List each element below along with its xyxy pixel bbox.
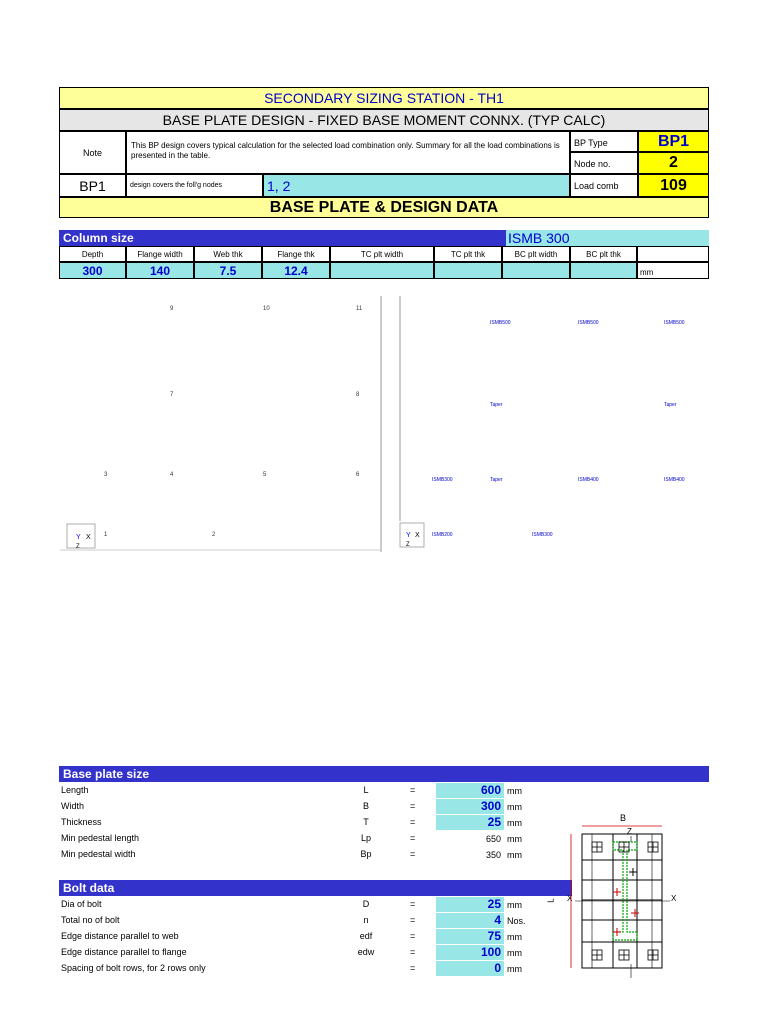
nodes-label — [126, 174, 263, 197]
base-plate-row-unit: mm — [507, 850, 522, 860]
bolt-row-label: Edge distance parallel to flange — [61, 947, 187, 957]
node-label: 10 — [263, 306, 270, 312]
bolt-row-value: 100 — [436, 945, 504, 960]
section-title-text: BASE PLATE & DESIGN DATA — [269, 198, 499, 216]
column-section — [506, 230, 709, 246]
base-plate-sketch — [546, 812, 695, 984]
bolt-row-unit: Nos. — [507, 916, 526, 926]
design-title — [59, 109, 709, 131]
member-label: Taper — [490, 402, 503, 408]
node-label: 9 — [170, 306, 174, 312]
bolt-row-equals: = — [410, 947, 416, 957]
column-header-cell: TC plt width — [330, 246, 434, 262]
bp-type-value — [638, 131, 709, 152]
load-comb-value — [638, 174, 709, 197]
node-no-label — [570, 152, 638, 174]
bolt-data-bar — [59, 880, 572, 896]
bolt-row-value: 75 — [436, 929, 504, 944]
bp-id — [59, 174, 126, 197]
base-plate-row-value: 650 — [485, 834, 501, 844]
column-value-cell: 12.4 — [262, 262, 330, 279]
base-plate-row-label: Length — [61, 785, 89, 795]
base-plate-row-symbol: B — [362, 801, 369, 811]
bolt-row-symbol: edw — [357, 947, 375, 957]
bolt-row-label: Dia of bolt — [61, 899, 102, 909]
base-plate-row-equals: = — [410, 817, 416, 827]
base-plate-row-equals: = — [410, 833, 416, 843]
note-label — [59, 131, 126, 174]
svg-text:Z: Z — [76, 544, 80, 550]
base-plate-row-unit: mm — [507, 834, 522, 844]
base-plate-row-symbol: Lp — [360, 833, 371, 843]
bolt-row-value: 25 — [436, 897, 504, 912]
base-plate-row-unit: mm — [507, 786, 522, 796]
note-label-text: Note — [82, 147, 102, 158]
node-label: 3 — [104, 472, 108, 478]
column-value-cell: mm — [637, 262, 709, 279]
sketch-z-label: Z — [627, 827, 632, 836]
column-section-text: ISMB 300 — [508, 230, 570, 246]
column-size-bar — [59, 230, 506, 246]
load-comb-label — [570, 174, 638, 197]
bp-id-text: BP1 — [79, 177, 106, 194]
column-value-cell: 140 — [126, 262, 194, 279]
member-label: ISMB200 — [432, 532, 453, 538]
bolt-row-label: Spacing of bolt rows, for 2 rows only — [61, 963, 206, 973]
bp-type-label — [570, 131, 638, 152]
member-label: ISMB300 — [432, 477, 453, 483]
member-label: ISMB400 — [664, 477, 685, 483]
nodes-value — [263, 174, 570, 197]
column-value-cell — [502, 262, 570, 279]
load-comb-value-text: 109 — [660, 176, 687, 194]
member-label: Taper — [664, 402, 677, 408]
svg-text:X: X — [415, 532, 420, 539]
bolt-row-equals: = — [410, 915, 416, 925]
sketch-b-label: B — [620, 813, 627, 823]
node-label: 7 — [170, 392, 174, 398]
nodes-value-text: 1, 2 — [267, 178, 291, 194]
base-plate-row-label: Width — [61, 801, 85, 811]
section-title — [59, 197, 709, 218]
node-label: 11 — [356, 306, 363, 312]
node-label: 5 — [263, 472, 267, 478]
column-value-cell: 300 — [59, 262, 126, 279]
bolt-data-title: Bolt data — [63, 881, 115, 895]
base-plate-row-label: Min pedestal width — [61, 849, 136, 859]
base-plate-title: Base plate size — [63, 767, 150, 781]
bolt-row-symbol: edf — [359, 931, 373, 941]
node-label: 6 — [356, 472, 360, 478]
load-comb-label-text: Load comb — [574, 181, 619, 191]
member-label: ISMB500 — [664, 320, 685, 326]
note-text-content: This BP design covers typical calculation for the selected load combination only. Summary for all the load combinations is presented in the table. — [131, 141, 560, 160]
base-plate-row-symbol: Bp — [360, 849, 372, 859]
structure-diagram-right — [398, 296, 710, 552]
bolt-row-value: 4 — [436, 913, 504, 928]
bolt-row-unit: mm — [507, 932, 522, 942]
svg-text:Y: Y — [406, 532, 411, 539]
column-header-cell — [637, 246, 709, 262]
member-label: ISMB500 — [490, 320, 511, 326]
sketch-x-label-left: X — [567, 894, 573, 903]
column-values-row — [59, 262, 709, 279]
base-plate-row-value: 600 — [436, 783, 504, 798]
column-table — [59, 246, 709, 280]
bolt-row-equals: = — [410, 963, 416, 973]
sketch-l-label: L — [546, 898, 556, 903]
column-value-cell — [570, 262, 637, 279]
base-plate-row-equals: = — [410, 849, 416, 859]
station-title — [59, 87, 709, 109]
note-text — [126, 131, 570, 174]
base-plate-row-equals: = — [410, 785, 416, 795]
bolt-row-label: Total no of bolt — [61, 915, 120, 925]
base-plate-row-unit: mm — [507, 802, 522, 812]
column-header-cell: Flange width — [126, 246, 194, 262]
bp-type-label-text: BP Type — [574, 138, 608, 148]
base-plate-row-symbol: L — [363, 785, 369, 795]
node-no-value — [638, 152, 709, 174]
base-plate-row-value: 350 — [485, 850, 501, 860]
column-header-cell: Flange thk — [262, 246, 330, 262]
bolt-row-unit: mm — [507, 948, 522, 958]
bolt-row-label: Edge distance parallel to web — [61, 931, 179, 941]
base-plate-row-symbol: T — [363, 817, 369, 827]
svg-text:Z: Z — [406, 542, 410, 548]
bolt-row-symbol: D — [362, 899, 370, 909]
node-label: 1 — [104, 532, 108, 538]
svg-text:X: X — [86, 534, 91, 541]
structure-frame-left-svg — [60, 296, 390, 552]
column-value-cell — [434, 262, 502, 279]
column-value-cell: 7.5 — [194, 262, 262, 279]
bolt-row-symbol: n — [363, 915, 369, 925]
column-headers-row — [59, 246, 709, 262]
node-label: 8 — [356, 392, 360, 398]
design-title-text: BASE PLATE DESIGN - FIXED BASE MOMENT CONNX. (TYP CALC) — [162, 112, 606, 128]
node-no-value-text: 2 — [669, 154, 678, 171]
member-label: ISMB400 — [578, 477, 599, 483]
base-plate-row-unit: mm — [507, 818, 522, 828]
base-plate-bar — [59, 766, 709, 782]
bolt-row-unit: mm — [507, 964, 522, 974]
sketch-x-label-right: X — [671, 894, 677, 903]
structure-diagram-left — [60, 296, 390, 552]
column-header-cell: Depth — [59, 246, 126, 262]
base-plate-row-label: Thickness — [61, 817, 102, 827]
bolt-row-unit: mm — [507, 900, 522, 910]
member-label: Taper — [490, 477, 503, 483]
node-no-label-text: Node no. — [574, 159, 611, 169]
column-header-cell: Web thk — [194, 246, 262, 262]
station-title-text: SECONDARY SIZING STATION - TH1 — [264, 90, 504, 106]
member-label: ISMB300 — [532, 532, 553, 538]
base-plate-row-value: 25 — [436, 815, 504, 830]
bolt-row-equals: = — [410, 899, 416, 909]
svg-text:Y: Y — [76, 534, 81, 541]
bolt-row-equals: = — [410, 931, 416, 941]
column-header-cell: BC plt thk — [570, 246, 637, 262]
base-plate-row-label: Min pedestal length — [61, 833, 140, 843]
bolt-row-value: 0 — [436, 961, 504, 976]
node-label: 2 — [212, 532, 216, 538]
column-header-cell: BC plt width — [502, 246, 570, 262]
column-value-cell — [330, 262, 434, 279]
structure-frame-right-svg — [398, 296, 710, 552]
nodes-label-text: design covers the foll'g nodes — [130, 182, 223, 189]
member-label: ISMB500 — [578, 320, 599, 326]
base-plate-row-value: 300 — [436, 799, 504, 814]
column-header-cell: TC plt thk — [434, 246, 502, 262]
bp-type-value-text: BP1 — [657, 132, 690, 150]
column-size-title: Column size — [63, 231, 134, 245]
node-label: 4 — [170, 472, 174, 478]
base-plate-row-equals: = — [410, 801, 416, 811]
